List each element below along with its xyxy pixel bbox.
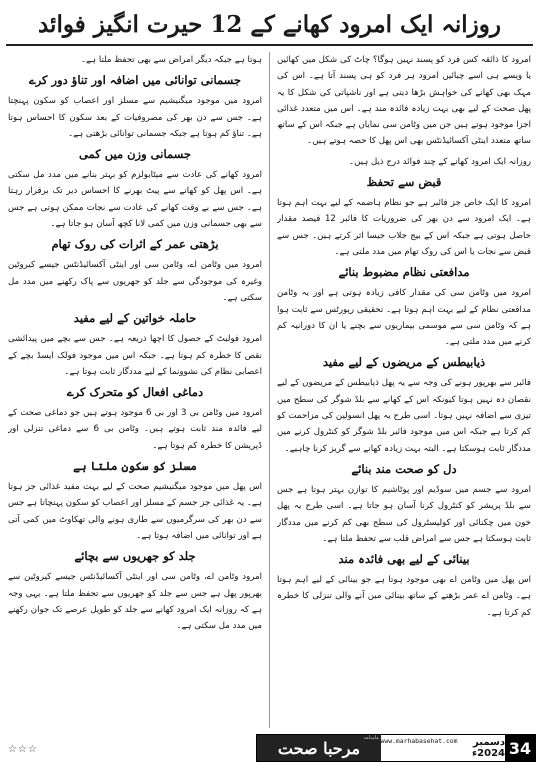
body-paragraph: امرود میں وٹامن سی کی مقدار کافی زیادہ ہوتی ہے اور یہ وٹامن مدافعتی نظام کے لیے بہت اہم ہوتا ہے۔ تحقیقی رپورٹس سے ثابت ہوا ہے کہ وٹامن سی سے موسمی بیماریوں سے بچنے یا ان کا دورانیہ کم کرنے میں مدد ملتی ہے۔ <box>277 288 531 348</box>
issue-date: دسمبر 2024ء <box>472 737 505 759</box>
section-heading: قبض سے تحفظ <box>366 175 442 190</box>
end-marks: ☆☆☆ <box>8 744 38 755</box>
magazine-name: مرحبا صحت <box>277 738 361 758</box>
body-paragraph: روزانہ ایک امرود کھانے کے چند فوائد درج ذیل ہیں۔ <box>349 156 531 167</box>
body-paragraph: امرود میں وٹامن اے، وٹامن سی اور اینٹی آکسائیڈنٹس جیسے کیروٹین وغیرہ کی موجودگی سے جلد کو جھریوں سے پاک رکھنے میں مدد مل سکتی ہے۔ <box>8 260 262 303</box>
magazine-tagline: ماہنامہ <box>363 735 379 741</box>
body-paragraph: اس پھل میں وٹامن اے بھی موجود ہوتا ہے جو بینائی کے لیے اہم ہوتا ہے۔ وٹامن اے عمر بڑھنے کے ساتھ بینائی میں آنے والی تنزلی کا خطرہ کم کرتا ہے۔ <box>277 575 531 618</box>
body-paragraph: امرود کا ایک خاص جز فائبر ہے جو نظام ہاضمہ کے لیے بہت اہم ہوتا ہے۔ ایک امرود سے دن بھر کی ضروریات کا فائبر 12 فیصد مقدار حاصل ہوتی ہے جبکہ اس کے بیج جلاب جیسا اثر کرتے ہیں۔ جس سے قبض سے نجات یا اس کی روک تھام میں مدد ملتی ہے۔ <box>277 198 531 257</box>
body-paragraph: امرود وٹامن اے، وٹامن سی اور اینٹی آکسائیڈنٹس جیسے کیروٹین سے بھرپور پھل ہے جس سے جلد کو جھریوں سے تحفظ ملتا ہے۔ یہی وجہ ہے کہ روزانہ ایک امرود کھانے سے جلد کو طویل عرصے تک جوان رکھنے میں مدد مل سکتی ہے۔ <box>8 572 262 632</box>
body-paragraph: امرود سے جسم میں سوڈیم اور پوٹاشیم کا توازن بہتر ہوتا ہے جس سے بلڈ پریشر کو کنٹرول کرنا آسان ہو جاتا ہے۔ اسی طرح یہ پھل خون میں چکنائی اور کولیسٹرول کی سطح بھی کم کرنے میں مددگار ثابت ہوسکتا ہے جس سے امراض قلب سے تحفظ ملتا ہے۔ <box>277 484 531 544</box>
magazine-logo <box>257 735 381 761</box>
body-paragraph: امرود میں موجود میگنیشیم سے مسلز اور اعصاب کو سکون پہنچتا ہے۔ جس سے دن بھر کی مصروفیات کے بعد سکون کا احساس ہوتا ہے۔ تناؤ کم ہوتا ہے جبکہ جسمانی توانائی بڑھتی ہے۔ <box>8 96 262 139</box>
section-heading: مسلز کو سکون ملتا ہے <box>73 459 197 474</box>
section-heading: حاملہ خواتین کے لیے مفید <box>73 311 197 326</box>
column-divider <box>269 52 270 728</box>
section-heading: مدافعتی نظام مضبوط بنائے <box>338 265 470 280</box>
body-paragraph: اس پھل میں موجود میگنیشیم صحت کے لیے بہت مفید غذائی جز ہوتا ہے۔ یہ غذائی جز جسم کے مسلز اور اعصاب کو سکون پہنچاتا ہے جس سے دن بھر کی سرگرمیوں سے طاری ہونے والی تھکاوٹ میں کمی آتی ہے اور توانائی میں اضافہ ہوتا ہے۔ <box>8 482 262 541</box>
section-heading: دل کو صحت مند بنائے <box>351 461 457 476</box>
body-paragraph: ہوتا ہے جبکہ دیگر امراض سے بھی تحفظ ملتا ہے۔ <box>80 55 262 65</box>
page-number: 34 <box>505 735 535 761</box>
section-heading: جسمانی توانائی میں اضافہ اور تناؤ دور کرے <box>28 73 242 88</box>
body-paragraph: امرود کا ذائقہ کس فرد کو پسند نہیں ہوگا؟ چاٹ کی شکل میں کھائیں یا ویسے ہی اسے چبائیں امرود ہر فرد کو ہی پسند آتا ہے۔ اس کی مہک بھی کھانے کی خواہش بڑھا دیتی ہے اور ناشپاتی کی شکل کا یہ پھل صحت کے لیے بھی بہت زیادہ فائدہ مند ہے۔ اس میں متعدد غذائی اجزا موجود ہوتے ہیں جن میں وٹامن سی نمایاں ہے جبکہ اس کے ساتھ ساتھ متعدد اینٹی آکسائیڈنٹس بھی اس پھل کا حصہ ہوتے ہیں۔ <box>277 55 531 147</box>
section-heading: دماغی افعال کو متحرک کرے <box>66 385 204 400</box>
section-heading: ذیابیطس کے مریضوں کے لیے مفید <box>322 355 486 370</box>
section-heading: جسمانی وزن میں کمی <box>79 147 191 162</box>
section-heading: جلد کو جھریوں سے بچائے <box>74 549 196 564</box>
article-title: روزانہ ایک امرود کھانے کے 12 حیرت انگیز فوائد <box>6 4 533 46</box>
section-heading: بینائی کے لیے بھی فائدہ مند <box>338 552 470 567</box>
website-url[interactable]: www.marhabasehat.com <box>380 737 458 745</box>
right-column <box>277 52 531 724</box>
body-paragraph: امرود فولیٹ کے حصول کا اچھا ذریعہ ہے۔ جس سے بچے میں پیدائشی نقص کا خطرہ کم ہوتا ہے۔ جبکہ اس میں موجود فولک ایسڈ بچے کے اعصابی نظام کی نشوونما کے لیے مددگار ثابت ہوتا ہے۔ <box>8 334 262 377</box>
body-paragraph: امرود کھانے کی عادت سے میٹابولزم کو بہتر بنانے میں مدد مل سکتی ہے۔ اس پھل کو کھانے سے پیٹ بھرنے کا احساس دیر تک برقرار رہتا ہے۔ جس سے بے وقت کھانے کی عادت سے نجات ممکن ہوتی ہے جس سے بھی جسمانی وزن میں کمی لانا کچھ آسان ہو جاتا ہے۔ <box>8 170 262 230</box>
page-footer <box>256 734 536 762</box>
section-heading: بڑھتی عمر کے اثرات کی روک تھام <box>51 237 219 252</box>
left-column <box>8 52 262 724</box>
body-paragraph: فائبر سے بھرپور ہونے کی وجہ سے یہ پھل ذیابیطس کے مریضوں کے لیے نقصان دہ نہیں ہوتا کیونکہ اس کے کھانے سے بلڈ شوگر کی سطح میں تیزی سے اضافہ نہیں ہوتا۔ اسی طرح یہ پھل انسولین کی مزاحمت کو کم کرتا ہے جبکہ اس میں موجود فائبر بلڈ شوگر کو کنٹرول کرنے میں مددگار ثابت ہوسکتا ہے۔ البتہ بہت زیادہ کھانے سے گریز کرنا چاہیے۔ <box>277 378 531 454</box>
body-paragraph: امرود میں وٹامن بی 3 اور بی 6 موجود ہوتے ہیں جو دماغی صحت کے لیے فائدہ مند ثابت ہوتے ہیں۔ وٹامن بی 6 سے دماغی تنزلی اور ڈپریشن کا خطرہ کم ہوتا ہے۔ <box>8 408 262 451</box>
